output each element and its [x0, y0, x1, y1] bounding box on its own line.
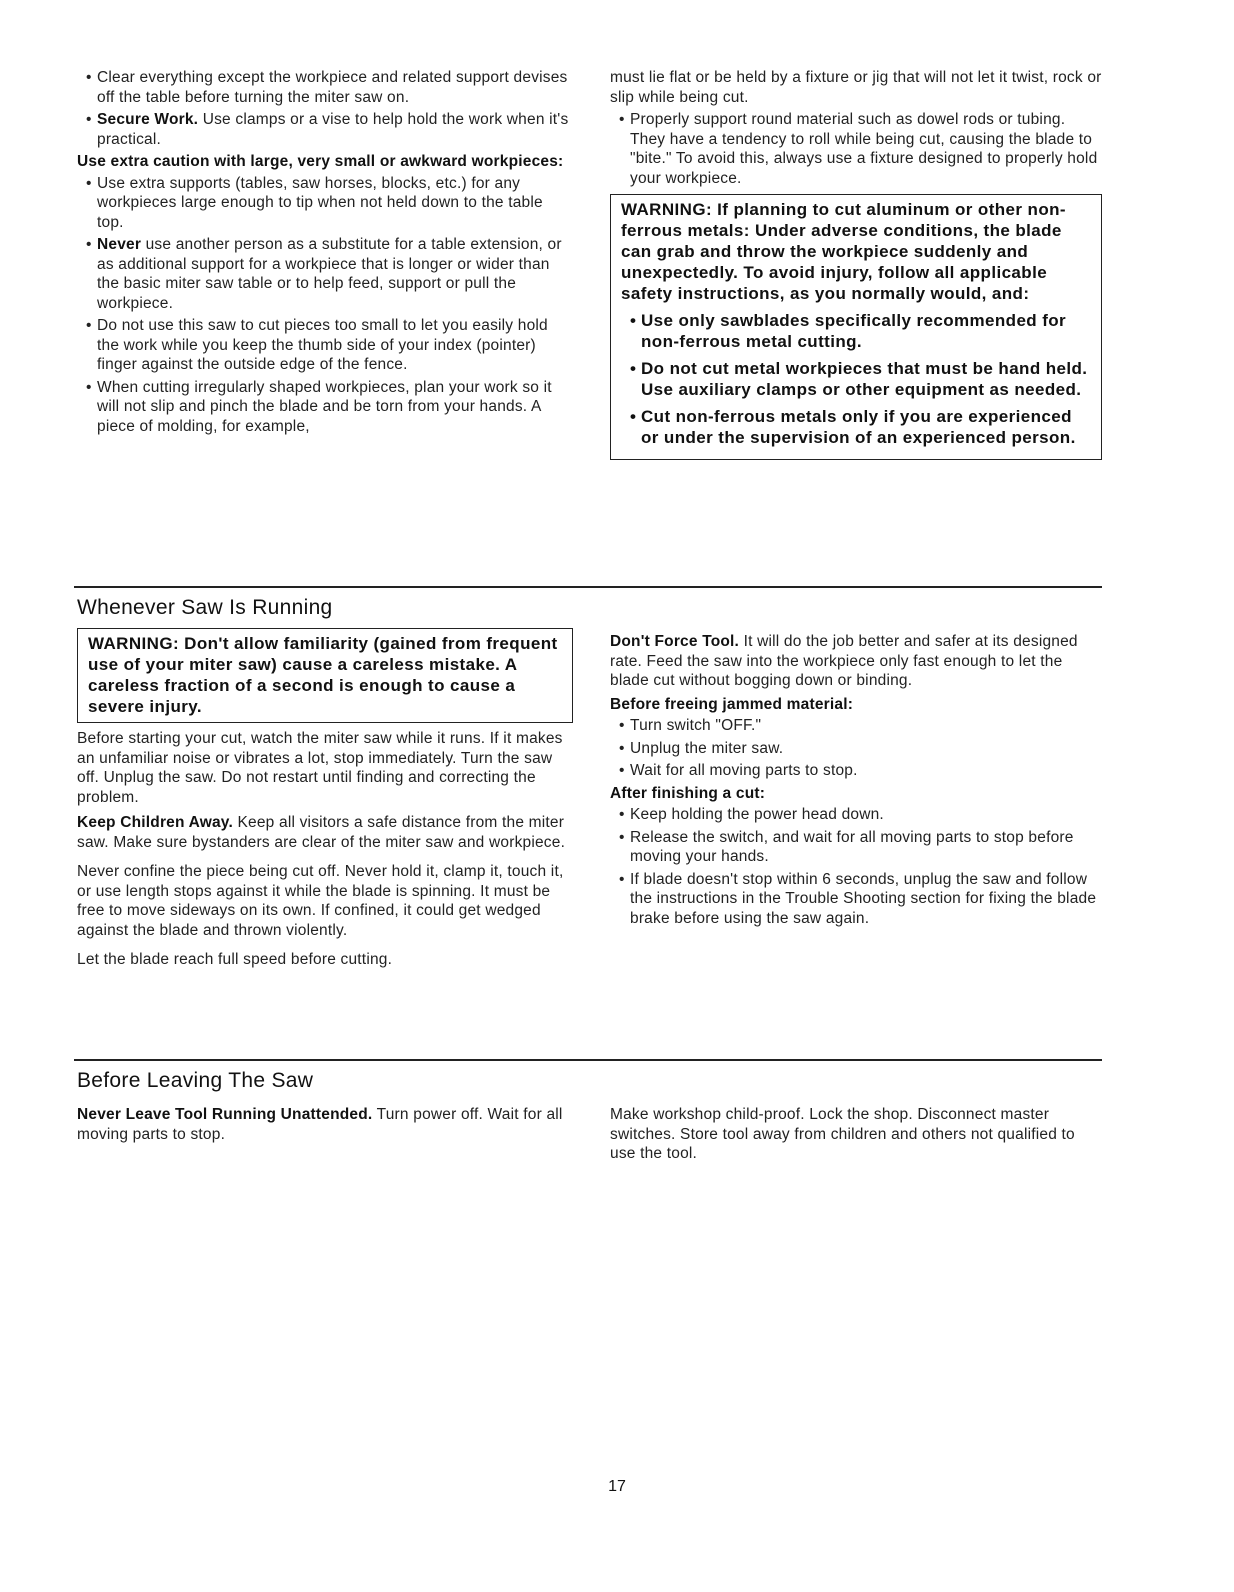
- continuation-text: must lie flat or be held by a fixture or jig that will not let it twist, rock or slip while being cut.: [610, 69, 1102, 106]
- paragraph-confine: Never confine the piece being cut off. Never hold it, clamp it, touch it, or use length stops against it while the blade is spinning. It must be free to move sideways on its own. If confined, it could get wedged against the blade and thrown violently.: [77, 863, 564, 939]
- paragraph-children: Keep Children Away. Keep all visitors a safe distance from the miter saw. Make sure bystanders are clear of the miter saw and workpiece.: [77, 814, 566, 851]
- bullet-secure-work: • Secure Work. Use clamps or a vise to help hold the work when it's practical.: [77, 110, 573, 149]
- bullet-list: [77, 68, 573, 149]
- warning-bullet: • Do not cut metal workpieces that must be hand held. Use auxiliary clamps or other equipment as needed.: [621, 358, 1091, 400]
- bullet-list: [610, 805, 1102, 928]
- leaving-right-column: [610, 1105, 1102, 1167]
- bullet-release-switch: • Release the switch, and wait for all moving parts to stop before moving your hands.: [610, 828, 1102, 867]
- warning-text: WARNING: If planning to cut aluminum or other non-ferrous metals: Under adverse conditions, the blade can grab and throw the workpiece suddenly and unexpectedly. To avoid injury, follow all applicable safety instructions, as you normally would, and:: [621, 200, 1066, 303]
- section-divider: [74, 1059, 1102, 1061]
- bullet-extra-supports: • Use extra supports (tables, saw horses, blocks, etc.) for any workpieces large enough to tip when not held down to the table top.: [77, 174, 573, 233]
- paragraph-child-proof: Make workshop child-proof. Lock the shop. Disconnect master switches. Store tool away from children and others not qualified to use the tool.: [610, 1106, 1075, 1162]
- caution-heading: Use extra caution with large, very small or awkward workpieces:: [77, 153, 564, 170]
- warning-box-nonferrous: [610, 194, 1102, 460]
- warning-bullets: [621, 310, 1091, 448]
- jam-heading: Before freeing jammed material:: [610, 695, 854, 713]
- bullet-list: [610, 716, 1102, 781]
- bullet-small-pieces: • Do not use this saw to cut pieces too small to let you easily hold the work while you keep the thumb side of your index (pointer) finger against the outside edge of the fence.: [77, 316, 573, 375]
- paragraph-unattended: Never Leave Tool Running Unattended. Turn power off. Wait for all moving parts to stop.: [77, 1106, 563, 1143]
- warning-bullet: • Cut non-ferrous metals only if you are experienced or under the supervision of an experienced person.: [621, 406, 1091, 448]
- bullet-switch-off: • Turn switch "OFF.": [610, 716, 1102, 736]
- bullet-unplug: • Unplug the miter saw.: [610, 739, 1102, 759]
- bullet-list: [77, 174, 573, 437]
- paragraph-before-starting: Before starting your cut, watch the miter saw while it runs. If it makes an unfamiliar noise or vibrates a lot, stop immediately. Turn the saw off. Unplug the saw. Do not restart until finding and correcting the problem.: [77, 730, 563, 806]
- running-right-column: [610, 632, 1102, 931]
- page-number: 17: [608, 1478, 626, 1495]
- top-right-column: [610, 68, 1102, 460]
- section-divider: [74, 586, 1102, 588]
- bullet-never-person: • Never use another person as a substitute for a table extension, or as additional support for a workpiece that is longer or wider than the basic miter saw table or to help feed, support or pull the workpiece.: [77, 235, 573, 313]
- bullet-clear-table: • Clear everything except the workpiece and related support devises off the table before turning the miter saw on.: [77, 68, 573, 107]
- section-title-leaving: Before Leaving The Saw: [77, 1069, 314, 1092]
- finish-heading: After finishing a cut:: [610, 784, 766, 802]
- paragraph-full-speed: Let the blade reach full speed before cutting.: [77, 951, 393, 968]
- bullet-hold-head: • Keep holding the power head down.: [610, 805, 1102, 825]
- warning-box-familiarity: [77, 628, 573, 723]
- section-title-running: Whenever Saw Is Running: [77, 596, 333, 619]
- bullet-round-material: • Properly support round material such as dowel rods or tubing. They have a tendency to roll while being cut, causing the blade to "bite." To avoid this, always use a fixture designed to properly hold your workpiece.: [610, 110, 1102, 188]
- top-left-column: [77, 68, 573, 439]
- leaving-left-column: [77, 1105, 573, 1147]
- bullet-blade-brake: • If blade doesn't stop within 6 seconds, unplug the saw and follow the instructions in the Trouble Shooting section for fixing the blade brake before using the saw again.: [610, 870, 1102, 929]
- warning-text: WARNING: Don't allow familiarity (gained from frequent use of your miter saw) cause a careless mistake. A careless fraction of a second is enough to cause a severe injury.: [88, 634, 558, 716]
- bullet-list: [610, 110, 1102, 188]
- running-left-column: [77, 628, 573, 973]
- paragraph-force-tool: Don't Force Tool. It will do the job better and safer at its designed rate. Feed the saw into the workpiece only fast enough to let the blade cut without bogging down or binding.: [610, 633, 1078, 689]
- bullet-irregular: • When cutting irregularly shaped workpieces, plan your work so it will not slip and pinch the blade and be torn from your hands. A piece of molding, for example,: [77, 378, 573, 437]
- bullet-wait: • Wait for all moving parts to stop.: [610, 761, 1102, 781]
- warning-bullet: • Use only sawblades specifically recommended for non-ferrous metal cutting.: [621, 310, 1091, 352]
